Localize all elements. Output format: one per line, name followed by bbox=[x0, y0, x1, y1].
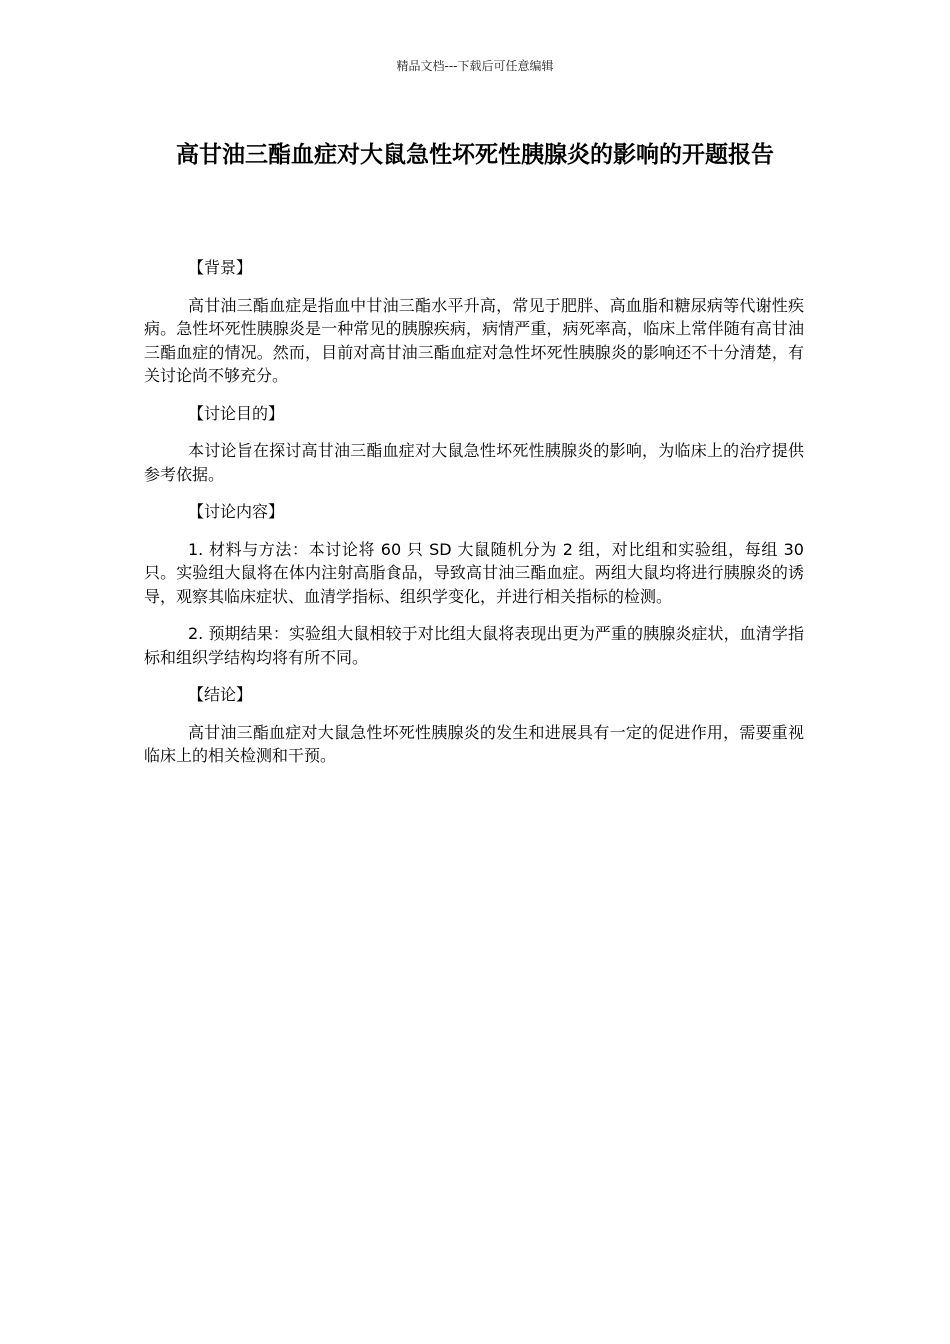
content-item-expected-results: 2. 预期结果：实验组大鼠相较于对比组大鼠将表现出更为严重的胰腺炎症状，血清学指标和组织学结构均将有所不同。 bbox=[144, 624, 804, 667]
background-heading: 【背景】 bbox=[188, 258, 253, 277]
content-item-methods: 1. 材料与方法：本讨论将 60 只 SD 大鼠随机分为 2 组，对比组和实验组，每组 30 只。实验组大鼠将在体内注射高脂食品，导致高甘油三酯血症。两组大鼠均将进行胰腺炎的诱导，观察其临床症状、血清学指标、组织学变化，并进行相关指标的检测。 bbox=[144, 539, 804, 606]
page-header-note: 精品文档---下载后可任意编辑 bbox=[396, 59, 554, 73]
document-body bbox=[144, 256, 804, 782]
purpose-paragraph: 本讨论旨在探讨高甘油三酯血症对大鼠急性坏死性胰腺炎的影响，为临床上的治疗提供参考依据。 bbox=[144, 441, 804, 484]
document-title: 高甘油三酯血症对大鼠急性坏死性胰腺炎的影响的开题报告 bbox=[176, 142, 774, 168]
conclusion-heading: 【结论】 bbox=[188, 685, 253, 704]
background-paragraph: 高甘油三酯血症是指血中甘油三酯水平升高，常见于肥胖、高血脂和糖尿病等代谢性疾病。急性坏死性胰腺炎是一种常见的胰腺疾病，病情严重，病死率高，临床上常伴随有高甘油三酯血症的情况。然而，目前对高甘油三酯血症对急性坏死性胰腺炎的影响还不十分清楚，有关讨论尚不够充分。 bbox=[144, 295, 804, 385]
conclusion-paragraph: 高甘油三酯血症对大鼠急性坏死性胰腺炎的发生和进展具有一定的促进作用，需要重视临床上的相关检测和干预。 bbox=[144, 722, 804, 765]
content-heading: 【讨论内容】 bbox=[188, 502, 285, 521]
purpose-heading: 【讨论目的】 bbox=[188, 403, 285, 423]
